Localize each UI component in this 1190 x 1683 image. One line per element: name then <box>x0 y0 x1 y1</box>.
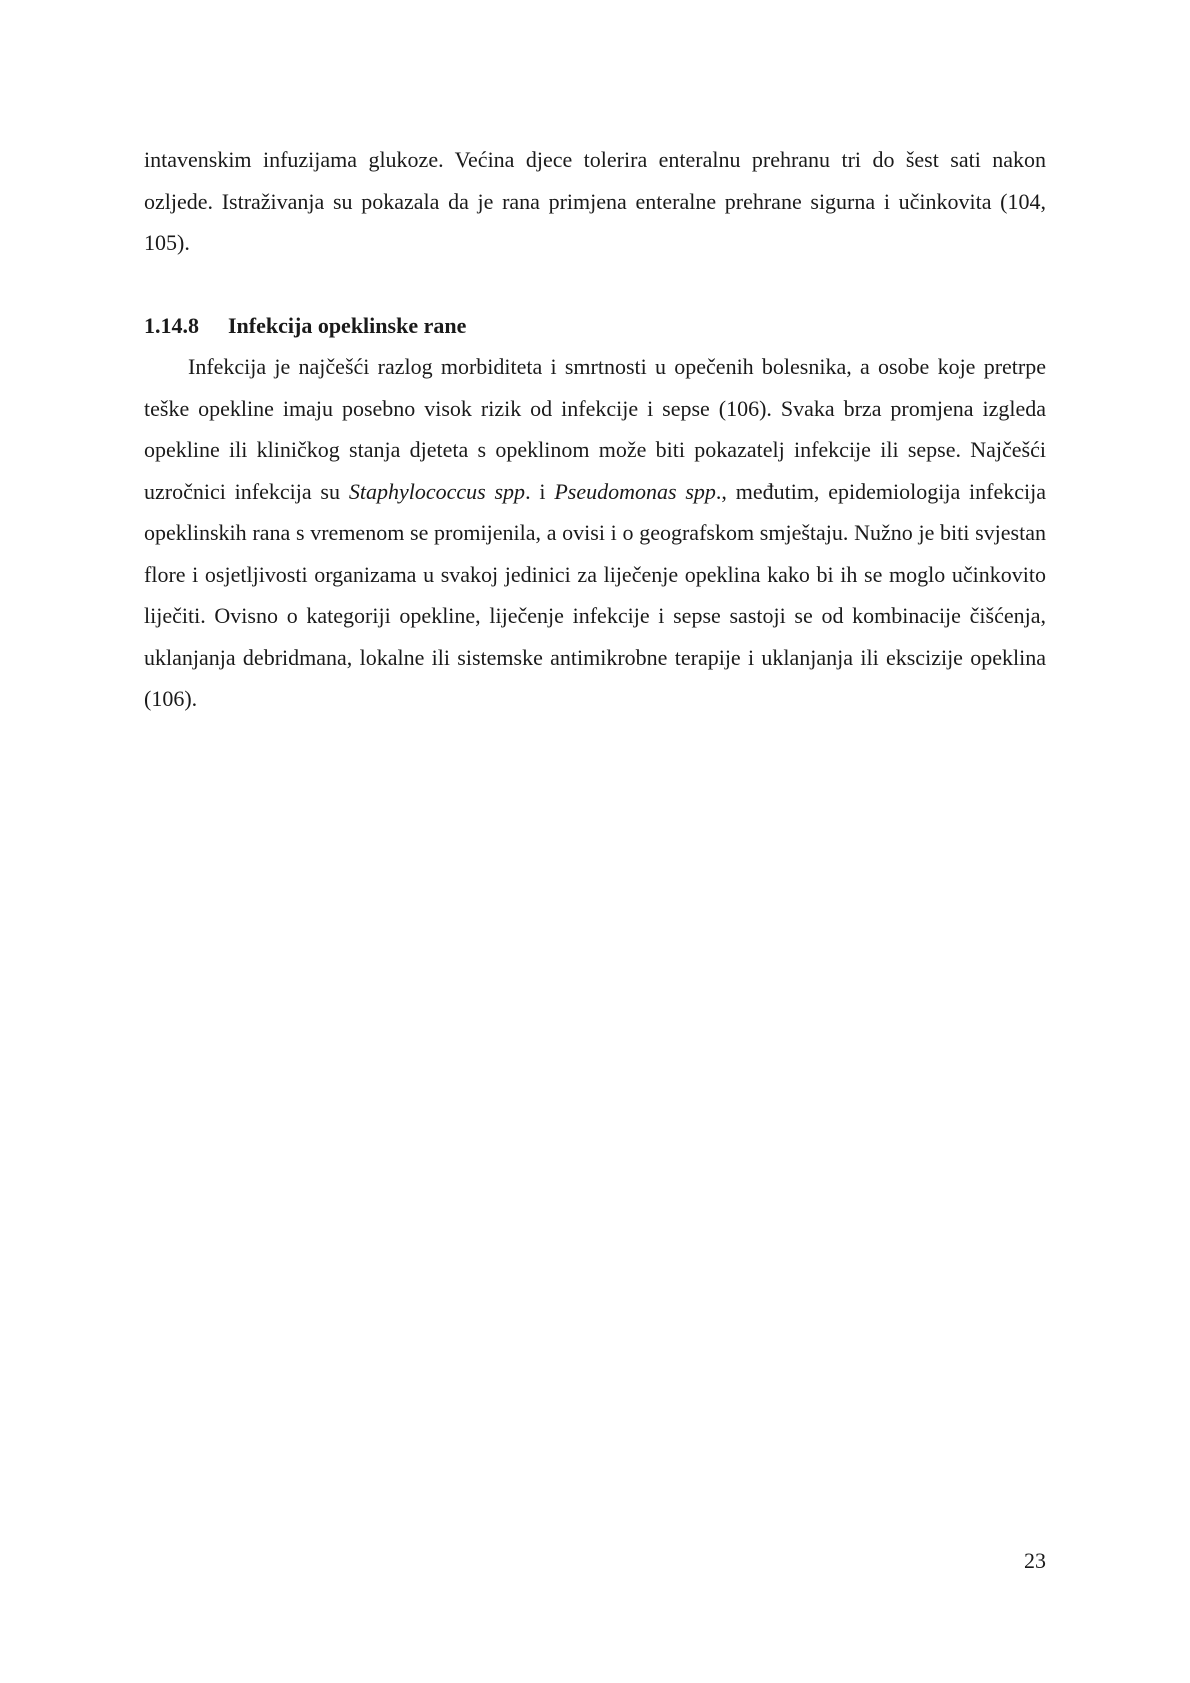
paragraph-text-part-1: Infekcija je najčešći razlog morbiditeta i smrtnosti u opečenih bolesnika, a osobe koje pretrpe teške opekline imaju posebno visok rizik od infekcije i sepse (106). Svaka brza promjena izgleda opekline ili kliničkog stanja djeteta s opeklinom može biti pokazatelj infekcije ili sepse. Najčešći uzročnici infekcija su <box>144 354 1046 504</box>
paragraph-text-part-2: . i <box>525 478 555 504</box>
organism-name-staphylococcus: Staphylococcus spp <box>348 478 526 504</box>
section-number: 1.14.8 <box>144 313 199 338</box>
paragraph-continuation: intavenskim infuzijama glukoze. Većina djece tolerira enteralnu prehranu tri do šest sati nakon ozljede. Istraživanja su pokazala da je rana primjena enteralne prehrane sigurna i učinkovita (104, 105). <box>144 147 1046 255</box>
section-heading <box>144 305 466 347</box>
organism-name-pseudomonas: Pseudomonas spp <box>554 478 716 504</box>
paragraph-text-part-3: ., međutim, epidemiologija infekcija opeklinskih rana s vremenom se promijenila, a ovisi i o geografskom smještaju. Nužno je biti svjestan flore i osjetljivosti organizama u svakoj jedinici za liječenje opeklina kako bi ih se moglo učinkovito liječiti. Ovisno o kategoriji opekline, liječenje infekcije i sepse sastoji se od kombinacije čišćenja, uklanjanja debridmana, lokalne ili sistemske antimikrobne terapije i uklanjanja ili ekscizije opeklina (106). <box>144 478 1046 711</box>
section-title: Infekcija opeklinske rane <box>228 313 467 338</box>
paragraph-infection <box>144 346 1046 720</box>
page-number: 23 <box>1024 1548 1046 1573</box>
